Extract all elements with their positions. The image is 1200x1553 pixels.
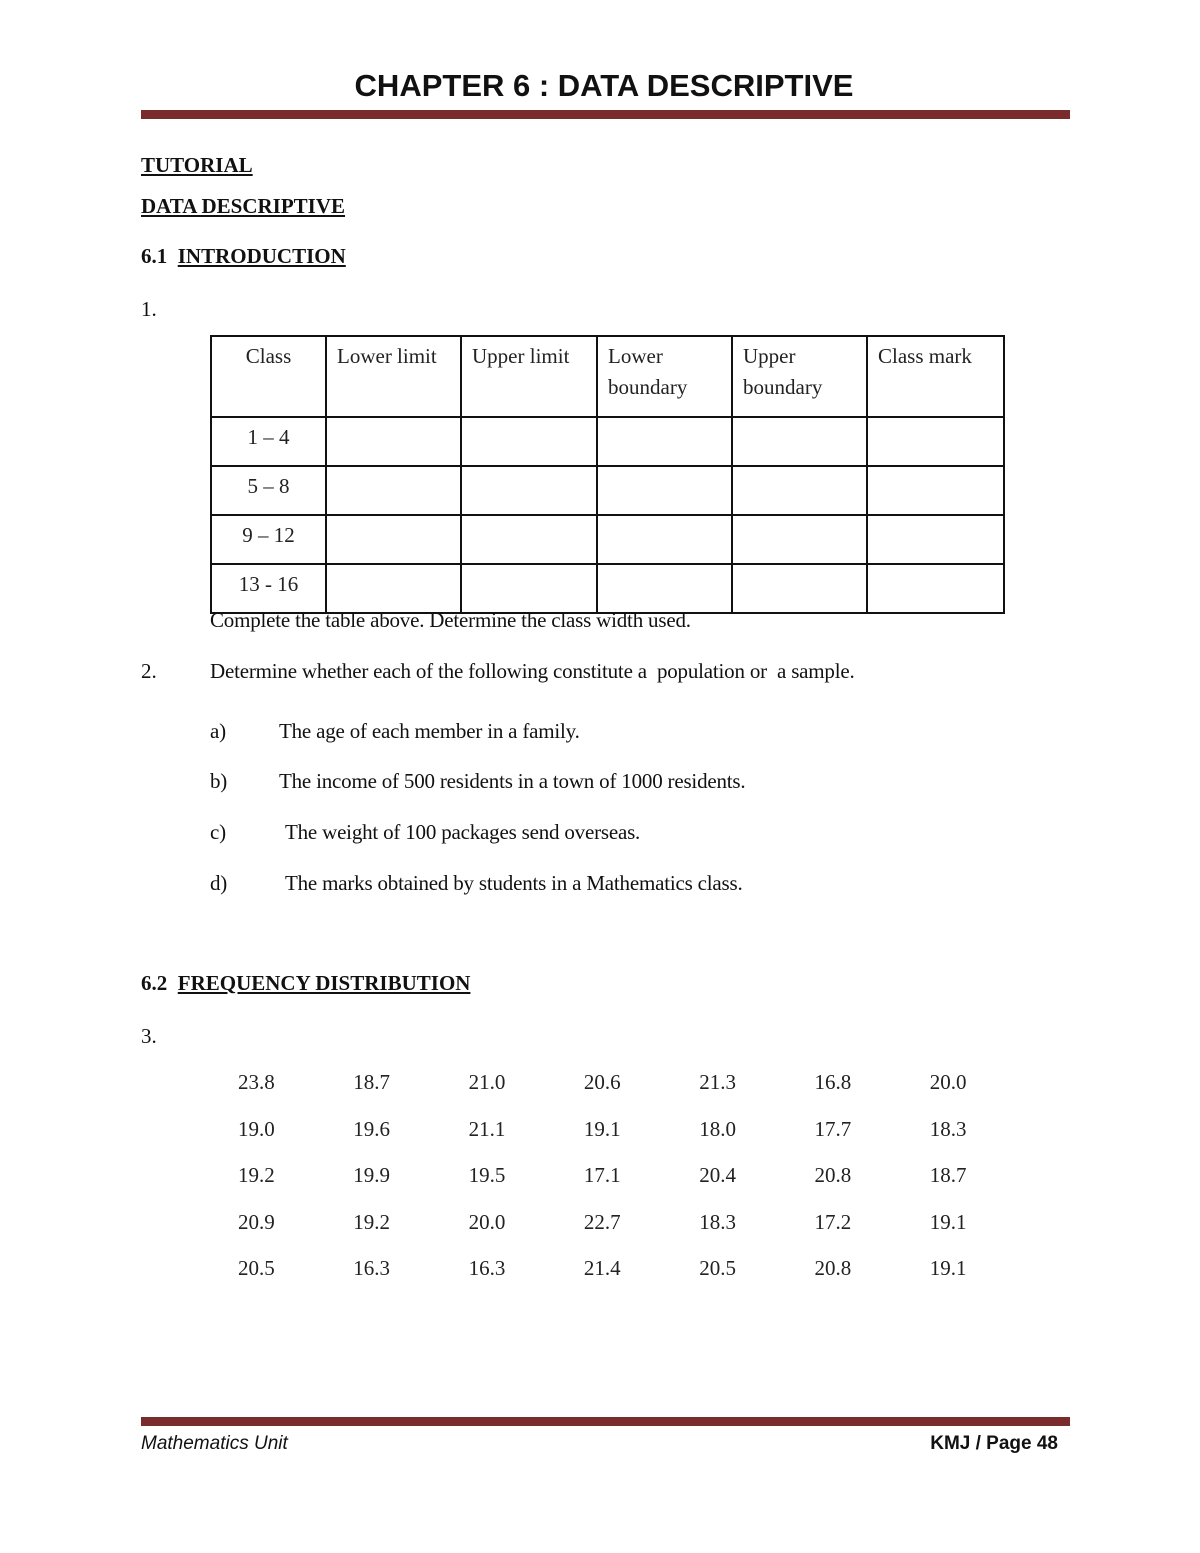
data-value: 20.0 (929, 1070, 967, 1094)
question-1-number: 1. (141, 297, 157, 321)
data-value: 16.3 (468, 1256, 506, 1281)
data-row (222, 1117, 1029, 1164)
answer-cell[interactable] (732, 417, 867, 466)
raw-data-grid (222, 1070, 1029, 1303)
column-header-upper-limit: Upper limit (461, 336, 597, 417)
data-value: 20.9 (238, 1209, 275, 1234)
data-value: 19.9 (353, 1163, 391, 1188)
column-header-class-mark: Class mark (867, 336, 1004, 417)
data-value: 20.0 (468, 1209, 506, 1234)
data-value: 18.3 (929, 1116, 967, 1141)
data-value: 21.3 (699, 1070, 736, 1094)
data-value: 18.3 (699, 1209, 736, 1234)
column-header-class: Class (211, 336, 326, 417)
answer-cell[interactable] (597, 417, 732, 466)
data-value: 20.8 (814, 1256, 852, 1281)
class-cell: 1 – 4 (211, 417, 326, 466)
class-cell: 13 - 16 (211, 564, 326, 613)
data-value: 18.0 (699, 1116, 736, 1141)
answer-cell[interactable] (732, 466, 867, 515)
heading-data-descriptive: DATA DESCRIPTIVE (141, 194, 346, 218)
item-label: a) (210, 719, 226, 743)
section-6-2-heading (141, 971, 470, 996)
data-row (222, 1070, 1029, 1117)
answer-cell[interactable] (326, 564, 461, 613)
data-row (222, 1163, 1029, 1210)
item-text: The weight of 100 packages send overseas. (285, 820, 641, 844)
item-text: The age of each member in a family. (279, 719, 580, 743)
answer-cell[interactable] (326, 466, 461, 515)
item-label: b) (210, 769, 228, 793)
question-2-number: 2. (141, 659, 157, 683)
data-value: 17.7 (814, 1116, 852, 1141)
footer-page-number: KMJ / Page 48 (930, 1433, 1058, 1454)
section-title: FREQUENCY DISTRIBUTION (177, 971, 471, 995)
data-value: 20.8 (814, 1163, 852, 1188)
class-cell: 5 – 8 (211, 466, 326, 515)
data-value: 22.7 (583, 1209, 621, 1234)
table-row (211, 466, 1004, 515)
section-title: INTRODUCTION (177, 244, 346, 268)
section-number: 6.1 (141, 244, 168, 268)
answer-cell[interactable] (461, 466, 597, 515)
data-value: 20.5 (699, 1256, 736, 1281)
data-value: 20.5 (238, 1256, 275, 1281)
question-2-prompt: Determine whether each of the following constitute a population or a sample. (210, 659, 855, 683)
page-title: CHAPTER 6 : DATA DESCRIPTIVE (354, 68, 854, 103)
table-header-row (211, 336, 1004, 417)
data-value: 17.2 (814, 1209, 852, 1234)
answer-cell[interactable] (867, 564, 1004, 613)
answer-cell[interactable] (461, 564, 597, 613)
class-cell: 9 – 12 (211, 515, 326, 564)
data-value: 18.7 (353, 1070, 391, 1094)
answer-cell[interactable] (732, 515, 867, 564)
answer-cell[interactable] (461, 515, 597, 564)
data-value: 21.0 (468, 1070, 506, 1094)
question-1-instruction: Complete the table above. Determine the class width used. (210, 608, 691, 632)
header-rule (141, 110, 1070, 119)
class-limits-table (210, 335, 1005, 614)
data-value: 19.1 (929, 1209, 967, 1234)
data-value: 18.7 (929, 1163, 967, 1188)
data-value: 19.5 (468, 1163, 506, 1188)
heading-tutorial: TUTORIAL (141, 153, 253, 177)
data-value: 16.8 (814, 1070, 852, 1094)
footer-rule (141, 1417, 1070, 1426)
data-value: 20.6 (583, 1070, 621, 1094)
data-value: 23.8 (238, 1070, 275, 1094)
data-value: 16.3 (353, 1256, 391, 1281)
answer-cell[interactable] (597, 564, 732, 613)
data-value: 20.4 (699, 1163, 736, 1188)
data-row (222, 1210, 1029, 1257)
answer-cell[interactable] (461, 417, 597, 466)
data-value: 19.1 (929, 1256, 967, 1281)
answer-cell[interactable] (326, 417, 461, 466)
answer-cell[interactable] (867, 515, 1004, 564)
column-header-upper-boundary: Upper boundary (732, 336, 867, 417)
item-label: d) (210, 871, 228, 895)
item-text: The marks obtained by students in a Mathematics class. (285, 871, 743, 895)
table-row (211, 417, 1004, 466)
answer-cell[interactable] (732, 564, 867, 613)
column-header-lower-boundary: Lower boundary (597, 336, 732, 417)
answer-cell[interactable] (597, 466, 732, 515)
data-value: 19.2 (353, 1209, 391, 1234)
footer-unit: Mathematics Unit (141, 1433, 288, 1454)
data-value: 19.6 (353, 1116, 391, 1141)
data-value: 19.0 (238, 1116, 275, 1141)
item-text: The income of 500 residents in a town of 1000 residents. (279, 769, 746, 793)
answer-cell[interactable] (326, 515, 461, 564)
column-header-lower-limit: Lower limit (326, 336, 461, 417)
data-value: 17.1 (583, 1163, 621, 1188)
item-label: c) (210, 820, 226, 844)
data-value: 21.4 (583, 1256, 621, 1281)
data-value: 19.2 (238, 1163, 275, 1188)
section-number: 6.2 (141, 971, 168, 995)
data-row (222, 1256, 1029, 1303)
question-3-number: 3. (141, 1024, 157, 1048)
data-value: 19.1 (583, 1116, 621, 1141)
data-value: 21.1 (468, 1116, 506, 1141)
answer-cell[interactable] (867, 417, 1004, 466)
answer-cell[interactable] (597, 515, 732, 564)
section-6-1-heading (141, 244, 346, 269)
table-row (211, 515, 1004, 564)
table-row (211, 564, 1004, 613)
answer-cell[interactable] (867, 466, 1004, 515)
